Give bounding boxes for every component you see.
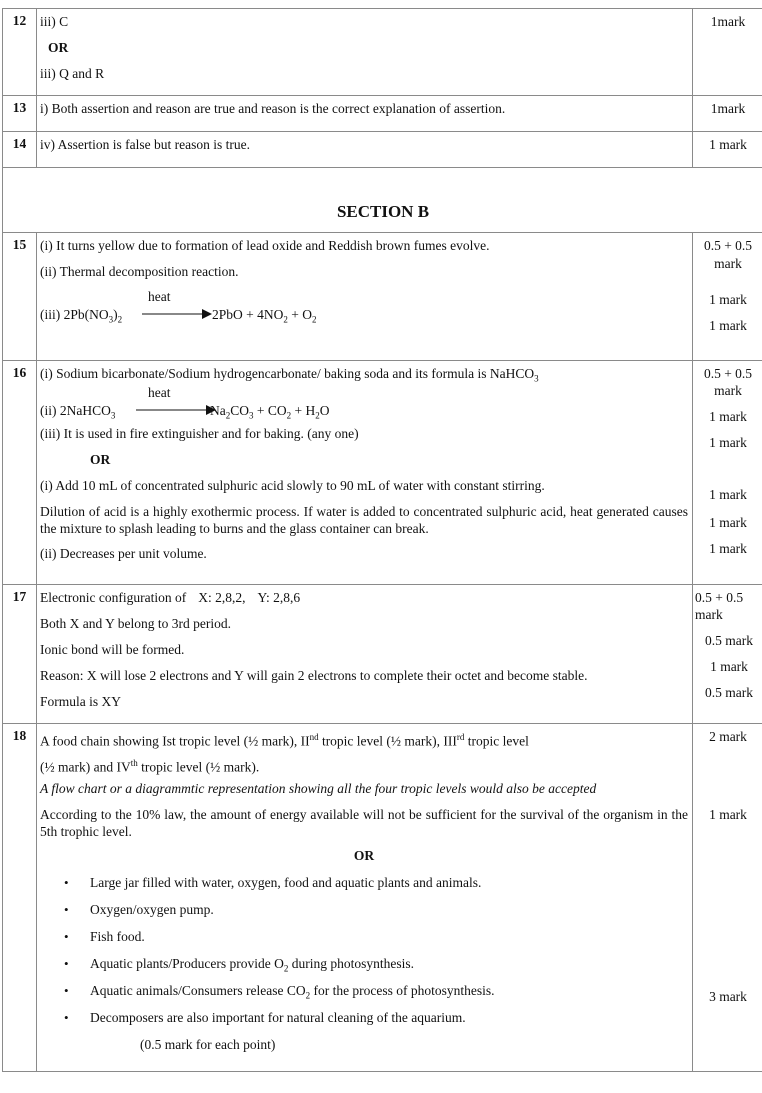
- answer-line: iii) C: [40, 14, 69, 29]
- mark-value: 0.5 + 0.5: [695, 590, 744, 605]
- mark-value: mark: [695, 607, 723, 622]
- table-row: [3, 9, 762, 96]
- answer-line: [40, 754, 688, 780]
- mark-value: 1 mark: [709, 435, 747, 450]
- mark-value: mark: [714, 383, 742, 398]
- table-row: [3, 585, 762, 724]
- mark-value: 0.5 + 0.5: [703, 238, 753, 253]
- chemical-equation: [40, 289, 688, 333]
- section-header-cell: [3, 168, 762, 233]
- answer-line: (ii) Decreases per unit volume.: [40, 546, 207, 561]
- marks-note: (0.5 mark for each point): [140, 1037, 276, 1052]
- answer-text: tropic level: [464, 733, 529, 749]
- answer-line: iv) Assertion is false but reason is true.: [40, 137, 250, 152]
- or-label: OR: [48, 40, 69, 55]
- answer-cell: [37, 233, 693, 361]
- section-header-row: [3, 168, 762, 233]
- superscript: th: [130, 758, 138, 768]
- answer-line: iii) Q and R: [40, 66, 105, 81]
- mark-value: 0.5 mark: [705, 685, 753, 700]
- subscript: 2: [286, 410, 292, 421]
- question-number: 17: [3, 585, 37, 724]
- list-item: [60, 955, 688, 982]
- superscript: nd: [309, 732, 319, 742]
- table-row: [3, 724, 762, 1072]
- product-text: O: [319, 403, 330, 418]
- question-number: 14: [3, 132, 37, 168]
- mark-value: 1 mark: [709, 541, 747, 556]
- reactant-text: (iii) 2Pb(NO: [40, 307, 109, 322]
- mark-value: 0.5 + 0.5: [703, 366, 753, 381]
- list-item-text: Aquatic plants/Producers provide O: [90, 956, 284, 971]
- answer-line: i) Both assertion and reason are true and reason is the correct explanation of assertion.: [40, 101, 506, 116]
- bullet-icon: •: [64, 902, 69, 917]
- answer-line: [40, 728, 688, 754]
- answer-line: [40, 365, 688, 383]
- list-item: [60, 928, 688, 955]
- mark-value: 1 mark: [709, 292, 747, 307]
- list-item-text: Aquatic animals/Consumers release CO: [90, 983, 306, 998]
- answer-sheet: [2, 8, 760, 1072]
- list-item: [60, 901, 688, 928]
- answer-cell: [37, 724, 693, 1072]
- bullet-icon: •: [64, 929, 69, 944]
- subscript: 3: [534, 373, 539, 384]
- answer-text: Electronic configuration of: [40, 590, 187, 605]
- mark-value: 3 mark: [709, 989, 747, 1004]
- marks-cell: [693, 132, 762, 168]
- mark-value: 1 mark: [709, 409, 747, 424]
- list-item-text: Decomposers are also important for natural cleaning of the aquarium.: [90, 1010, 466, 1025]
- subscript: 2: [305, 990, 311, 1001]
- or-label: OR: [90, 452, 111, 467]
- answer-text: tropic level (½ mark), III: [318, 733, 457, 749]
- answer-paragraph: Dilution of acid is a highly exothermic process. If water is added to concentrated sulphuric acid, heat generated causes the mixture to splash leading to burns and the glass container can break.: [40, 504, 688, 536]
- subscript: 2: [225, 410, 231, 421]
- list-item-text: for the process of photosynthesis.: [310, 983, 495, 998]
- equation-reactants: [40, 403, 115, 421]
- answer-line: (i) Add 10 mL of concentrated sulphuric acid slowly to 90 mL of water with constant stirring.: [40, 478, 545, 493]
- reaction-arrow-icon: [136, 403, 216, 417]
- table-row: [3, 361, 762, 585]
- heat-label: heat: [148, 385, 171, 400]
- subscript: 2: [283, 314, 288, 325]
- section-title: SECTION B: [336, 202, 430, 221]
- answer-cell: [37, 361, 693, 585]
- list-item: [60, 1009, 688, 1036]
- product-text: + H: [291, 403, 316, 418]
- question-number: 18: [3, 724, 37, 1072]
- list-item-text: Large jar filled with water, oxygen, food and aquatic plants and animals.: [90, 875, 482, 890]
- product-text: CO: [230, 403, 250, 418]
- config-x: X: 2,8,2,: [198, 590, 246, 605]
- superscript: rd: [456, 732, 465, 742]
- marking-scheme-table: [2, 8, 762, 1072]
- answer-cell: [37, 9, 693, 96]
- question-number: 15: [3, 233, 37, 361]
- answer-line: (ii) Thermal decomposition reaction.: [40, 264, 239, 279]
- config-y: Y: 2,8,6: [257, 590, 301, 605]
- reactant-text: ): [113, 307, 118, 322]
- subscript: 2: [315, 410, 320, 421]
- bullet-icon: •: [64, 956, 69, 971]
- subscript: 3: [249, 410, 254, 421]
- mark-value: 1 mark: [709, 137, 747, 152]
- list-item-text: Oxygen/oxygen pump.: [90, 902, 214, 917]
- mark-value: 1mark: [710, 14, 746, 29]
- subscript: 2: [312, 314, 317, 325]
- mark-value: 1mark: [710, 101, 746, 116]
- product-text: Na: [210, 403, 226, 418]
- mark-value: 1 mark: [709, 807, 747, 822]
- answer-line: [40, 589, 688, 615]
- product-text: + O: [287, 307, 312, 322]
- list-item: [60, 874, 688, 901]
- mark-value: 1 mark: [709, 487, 747, 502]
- subscript: 2: [283, 963, 289, 974]
- mark-value: mark: [714, 256, 742, 271]
- reactant-text: (ii) 2NaHCO: [40, 403, 111, 418]
- table-row: [3, 132, 762, 168]
- list-item-text: during photosynthesis.: [288, 956, 414, 971]
- reaction-arrow-icon: [142, 307, 212, 321]
- question-number: 13: [3, 96, 37, 132]
- answer-line: Both X and Y belong to 3rd period.: [40, 616, 231, 631]
- marks-cell: [693, 9, 762, 96]
- or-label: OR: [353, 848, 375, 863]
- chemical-equation: [40, 383, 688, 425]
- bullet-icon: •: [64, 1010, 69, 1025]
- question-number: 12: [3, 9, 37, 96]
- answer-cell: [37, 132, 693, 168]
- marks-cell: [693, 585, 762, 724]
- mark-value: 1 mark: [709, 515, 747, 530]
- mark-value: 1 mark: [709, 318, 747, 333]
- answer-paragraph: According to the 10% law, the amount of energy available will not be sufficient for the survival of the organism in the 5th trophic level.: [40, 807, 688, 839]
- bullet-list: [40, 874, 688, 1036]
- marks-cell: [693, 233, 762, 361]
- equation-reactants: [40, 307, 122, 325]
- marks-cell: [693, 96, 762, 132]
- subscript: 2: [117, 314, 123, 325]
- equation-products: [212, 307, 317, 325]
- answer-cell: [37, 96, 693, 132]
- marks-cell: [693, 724, 762, 1072]
- answer-text: tropic level (½ mark).: [137, 759, 260, 775]
- mark-value: 2 mark: [709, 729, 747, 744]
- answer-line: Formula is XY: [40, 694, 121, 709]
- marks-cell: [693, 361, 762, 585]
- answer-text: (½ mark) and IV: [40, 759, 131, 775]
- bullet-icon: •: [64, 875, 69, 890]
- question-number: 16: [3, 361, 37, 585]
- equation-products: [210, 403, 330, 421]
- mark-value: 0.5 mark: [705, 633, 753, 648]
- subscript: 3: [110, 410, 116, 421]
- product-text: + CO: [253, 403, 287, 418]
- subscript: 3: [108, 314, 114, 325]
- table-row: [3, 96, 762, 132]
- list-item-text: Fish food.: [90, 929, 145, 944]
- table-row: [3, 233, 762, 361]
- answer-line: Ionic bond will be formed.: [40, 642, 185, 657]
- answer-line-italic: A flow chart or a diagrammtic representation showing all the four tropic levels would also be accepted: [40, 781, 597, 796]
- answer-line: Reason: X will lose 2 electrons and Y will gain 2 electrons to complete their octet and become stable.: [40, 668, 588, 683]
- mark-value: 1 mark: [710, 659, 748, 674]
- list-item: [60, 982, 688, 1009]
- answer-cell: [37, 585, 693, 724]
- heat-label: heat: [148, 289, 171, 304]
- bullet-icon: •: [64, 983, 69, 998]
- answer-text: (i) Sodium bicarbonate/Sodium hydrogencarbonate/ baking soda and its formula is NaHCO: [40, 366, 535, 381]
- answer-text: A food chain showing Ist tropic level (½ mark), II: [40, 733, 310, 749]
- product-text: 2PbO + 4NO: [212, 307, 284, 322]
- answer-line: (i) It turns yellow due to formation of lead oxide and Reddish brown fumes evolve.: [40, 238, 490, 253]
- answer-line: (iii) It is used in fire extinguisher and for baking. (any one): [40, 426, 359, 441]
